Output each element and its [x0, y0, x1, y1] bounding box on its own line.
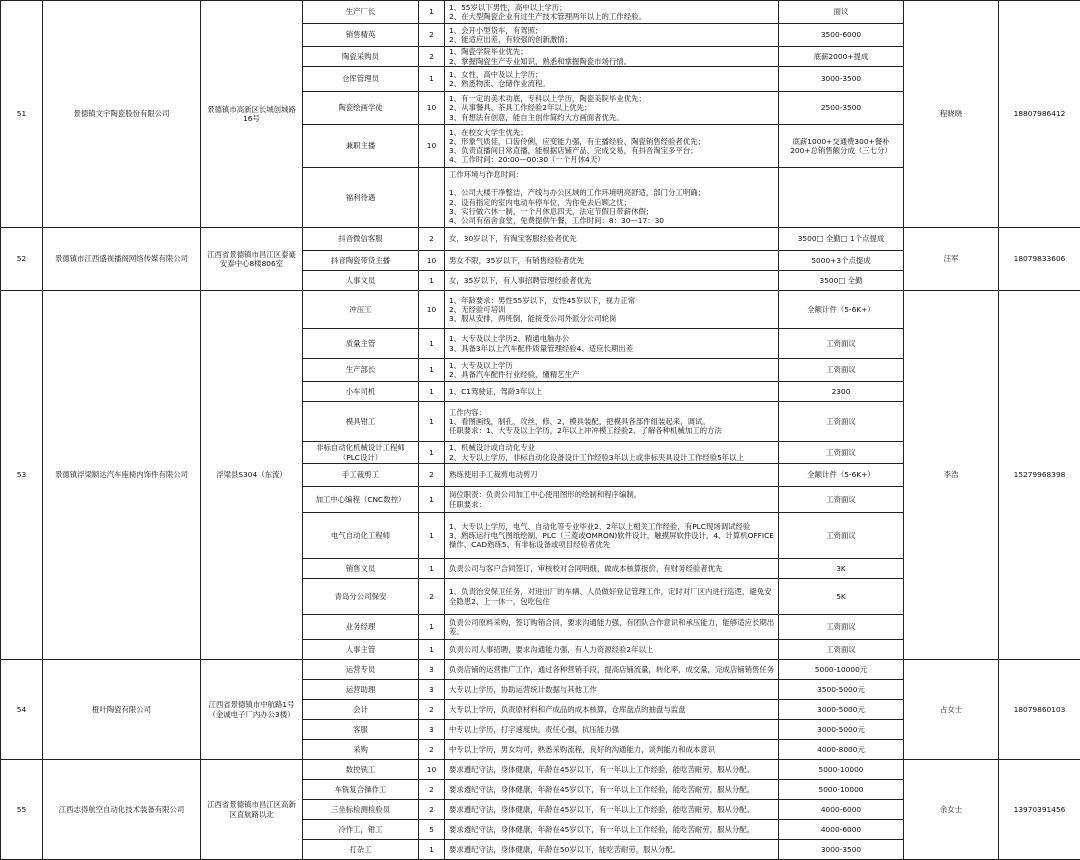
job-pay-cell: 3500-6000 — [778, 23, 904, 47]
job-title-cell: 车铣复合操作工 — [302, 779, 419, 800]
job-count-cell: 2 — [418, 46, 445, 67]
job-pay-cell: 5000-10000 — [778, 759, 904, 780]
job-title-cell: 手工裁剪工 — [302, 463, 419, 487]
job-count-cell: 1 — [418, 441, 445, 464]
job-requirements-cell: 1、年龄要求：男性55岁以下，女性45岁以下，视力正常 2、无经验可培训 3、服从安排，两班倒，能接受公司外派分公司轮岗 — [444, 290, 779, 329]
job-count-cell: 1 — [418, 401, 445, 442]
job-title-cell: 陶瓷绘画学徒 — [302, 91, 419, 125]
job-requirements-cell: 中专以上学历，打字速度快，责任心强，抗压能力强 — [444, 719, 779, 740]
job-count-cell: 1 — [418, 486, 445, 513]
job-pay-cell: 底薪1000+交通费300+餐补200+总销售额分成（三七分） — [778, 124, 904, 168]
job-requirements-cell: 1、有一定的美术功底，专科以上学历，陶瓷美院毕业优先； 2、从事餐具、茶具工作经验2年以上优先； 3、有想法有创意，能自主创作简约大方画面者优先。 — [444, 91, 779, 125]
job-title-cell: 仓库管理员 — [302, 66, 419, 92]
company-name-cell: 景德镇浮梁顺达汽车座椅内饰件有限公司 — [42, 290, 201, 660]
company-address-cell: 江西省景德镇市昌江区高新区直航路以北 — [200, 759, 303, 860]
job-title-cell: 运营专员 — [302, 659, 419, 680]
contact-person-cell: 占女士 — [903, 659, 999, 760]
job-count-cell: 1 — [418, 512, 445, 559]
company-address-cell: 江西省景德镇市中航路1号（金诚电子厂内办公3楼） — [200, 659, 303, 760]
job-requirements-cell: 工作环境与作息时间： 1、公司大楼干净整洁，产线与办公区域的工作环境明亮舒适，部门分工明确； 2、设有指定的室内电动车停车位，为你免去后顾之忧； 3、实行做六休一制，一个月休息四天，法定节假日带薪休假； 4、公司有宿舍食堂，免费提供午餐，工作时间：8：30—17：30 — [444, 167, 779, 228]
job-title-cell: 打杂工 — [302, 839, 419, 860]
job-requirements-cell: 男女不限，35岁以下，有销售经验者优先 — [444, 250, 779, 271]
company-no-cell: 53 — [0, 290, 43, 660]
job-count-cell: 2 — [418, 779, 445, 800]
contact-phone-cell: 18079833606 — [998, 227, 1080, 291]
company-address-cell: 景德镇市高新区长城创城路16号 — [200, 0, 303, 228]
job-requirements-cell: 负责店铺的运营推广工作，通过各种营销手段，提高店铺流量，转化率，成交量，完成店铺销售任务 — [444, 659, 779, 680]
job-count-cell: 10 — [418, 759, 445, 780]
job-requirements-cell: 要求遵纪守法，身体健康，年龄在45岁以下，有一年以上工作经验，能吃苦耐劳，服从分配。 — [444, 799, 779, 820]
job-requirements-cell: 1、大专及以上学历 2、具备汽车配件行业经验，懂精艺生产 — [444, 358, 779, 382]
job-requirements-cell: 中专以上学历，男女均可，熟悉采购流程，良好的沟通能力，谈判能力和成本意识 — [444, 739, 779, 760]
job-requirements-cell: 1、负责治安保卫任务，对进出厂的车辆、人员做好登记管理工作，定时对厂区内进行巡逻，避免安全隐患2、上一休一，包吃包住 — [444, 578, 779, 615]
company-no-cell: 51 — [0, 0, 43, 228]
job-requirements-cell: 1、大专及以上学历2、精通电脑办公 3、具备3年以上汽车配件质量管理经验4、适应长期出差 — [444, 328, 779, 359]
job-title-cell: 运营助理 — [302, 679, 419, 700]
job-pay-cell: 工资面议 — [778, 328, 904, 359]
job-title-cell: 质量主管 — [302, 328, 419, 359]
job-pay-cell: 2300 — [778, 381, 904, 402]
job-count-cell: 3 — [418, 679, 445, 700]
company-name-cell: 橙叶陶瓷有限公司 — [42, 659, 201, 760]
job-requirements-cell: 负责公司与客户合同签订，审核校对合同明细，做成本核算报价，有财务经验者优先 — [444, 558, 779, 579]
job-pay-cell: 工资面议 — [778, 486, 904, 513]
company-no-cell: 55 — [0, 759, 43, 860]
job-pay-cell: 工资面议 — [778, 512, 904, 559]
job-count-cell: 2 — [418, 227, 445, 251]
job-requirements-cell: 1、女性，高中及以上学历； 2、熟悉物流、仓储作业流程。 — [444, 66, 779, 92]
job-title-cell: 电气自动化工程师 — [302, 512, 419, 559]
job-pay-cell: 4000-8000元 — [778, 739, 904, 760]
company-name-cell: 江西志得航空自动化技术装备有限公司 — [42, 759, 201, 860]
job-title-cell: 销售文员 — [302, 558, 419, 579]
contact-person-cell: 汪军 — [903, 227, 999, 291]
job-pay-cell: 4000-6000 — [778, 799, 904, 820]
job-count-cell: 3 — [418, 719, 445, 740]
job-count-cell: 2 — [418, 463, 445, 487]
job-count-cell: 2 — [418, 799, 445, 820]
job-title-cell: 青岛分公司保安 — [302, 578, 419, 615]
job-count-cell: 1 — [418, 0, 445, 24]
job-requirements-cell: 负责公司原料采购，签订购销合同，要求沟通能力强，有团队合作意识和承压能力，能够适应长期出差。 — [444, 614, 779, 640]
job-count-cell: 3 — [418, 659, 445, 680]
job-title-cell: 生产部长 — [302, 358, 419, 382]
contact-phone-cell: 18079860103 — [998, 659, 1080, 760]
job-pay-cell: 底薪2000+提成 — [778, 46, 904, 67]
job-requirements-cell: 1、会开小型货车，有驾照； 2、能适应出差，有较强的创新激情； — [444, 23, 779, 47]
job-title-cell: 三坐标检测检验员 — [302, 799, 419, 820]
company-name-cell: 景德镇市江西盛视播阁网络传媒有限公司 — [42, 227, 201, 291]
job-requirements-cell: 要求遵纪守法，身体健康，年龄在45岁以下，有一年以上工作经验，能吃苦耐劳，服从分配。 — [444, 779, 779, 800]
contact-person-cell: 李浩 — [903, 290, 999, 660]
job-title-cell: 加工中心编程（CNC数控） — [302, 486, 419, 513]
job-pay-cell: 5000-10000 — [778, 779, 904, 800]
job-title-cell: 兼职主播 — [302, 124, 419, 168]
job-count-cell: 2 — [418, 699, 445, 720]
job-count-cell: 10 — [418, 91, 445, 125]
job-requirements-cell: 熟练使用手工裁剪电动剪刀 — [444, 463, 779, 487]
job-pay-cell: 工资面议 — [778, 401, 904, 442]
job-count-cell: 10 — [418, 250, 445, 271]
contact-phone-cell: 15279968398 — [998, 290, 1080, 660]
job-pay-cell: 5K — [778, 578, 904, 615]
job-count-cell: 10 — [418, 290, 445, 329]
job-requirements-cell: 女，35岁以下，有人事招聘管理经验者优先 — [444, 270, 779, 291]
job-pay-cell: 5000-10000元 — [778, 659, 904, 680]
company-no-cell: 52 — [0, 227, 43, 291]
job-pay-cell: 3000-5000元 — [778, 719, 904, 740]
job-title-cell: 冲压工 — [302, 290, 419, 329]
job-requirements-cell: 岗位职责：负责公司加工中心使用图形的绘制和程序编制。 任职要求： — [444, 486, 779, 513]
job-count-cell: 1 — [418, 558, 445, 579]
job-count-cell: 1 — [418, 270, 445, 291]
job-count-cell — [418, 167, 445, 228]
contact-phone-cell: 18807986412 — [998, 0, 1080, 228]
job-title-cell: 陶瓷采购员 — [302, 46, 419, 67]
job-requirements-cell: 1、机械设计或自动化专业 2、大专以上学历，非标自动化设备设计工作经验3年以上或非标夹具设计工作经验5年以上 — [444, 441, 779, 464]
job-count-cell: 2 — [418, 739, 445, 760]
job-requirements-cell: 大专以上学历，协助运营统计数据与其他工作 — [444, 679, 779, 700]
job-count-cell: 1 — [418, 639, 445, 660]
job-requirements-cell: 1、陶瓷学院毕业优先； 2、掌握陶瓷生产专业知识，熟悉和掌握陶瓷市场行情。 — [444, 46, 779, 67]
job-pay-cell: 3500□ 全勤 — [778, 270, 904, 291]
job-pay-cell: 4000-6000 — [778, 819, 904, 840]
job-title-cell: 会计 — [302, 699, 419, 720]
job-count-cell: 1 — [418, 839, 445, 860]
job-pay-cell: 5000+3个点提成 — [778, 250, 904, 271]
job-pay-cell: 2500-3500 — [778, 91, 904, 125]
job-title-cell: 数控铣工 — [302, 759, 419, 780]
job-requirements-cell: 大专以上学历，负责原材料和产成品的成本核算，仓库盘点的抽盘与监盘 — [444, 699, 779, 720]
job-title-cell: 抖音微信客服 — [302, 227, 419, 251]
job-title-cell: 福利待遇 — [302, 167, 419, 228]
job-requirements-cell: 要求遵纪守法，身体健康，年龄在45岁以下，有一年以上工作经验，能吃苦耐劳，服从分配。 — [444, 819, 779, 840]
job-requirements-cell: 女，30岁以下，有淘宝客服经验者优先 — [444, 227, 779, 251]
job-requirements-cell: 1、大专以上学历，电气、自动化等专业毕业2、2年以上相关工作经验，有PLC现场调试经验 3、熟练运行电气图纸绘制，PLC（三菱或OMRON)软件设计，触摸屏软件设计，4、计算机OFFICE操作、CAD熟练5、有非标设备或项目经验者优先 — [444, 512, 779, 559]
job-pay-cell: 3K — [778, 558, 904, 579]
job-count-cell: 1 — [418, 328, 445, 359]
job-title-cell: 模具钳工 — [302, 401, 419, 442]
job-pay-cell: 全额计件（5-6K+） — [778, 290, 904, 329]
job-pay-cell: 3000-3500 — [778, 839, 904, 860]
job-pay-cell: 工资面议 — [778, 358, 904, 382]
contact-person-cell: 程晓晓 — [903, 0, 999, 228]
job-count-cell: 1 — [418, 358, 445, 382]
job-pay-cell: 3500-5000元 — [778, 679, 904, 700]
job-pay-cell: 3000-5000元 — [778, 699, 904, 720]
job-title-cell: 人事文员 — [302, 270, 419, 291]
company-name-cell: 景德镇文宇陶瓷股份有限公司 — [42, 0, 201, 228]
job-pay-cell — [778, 167, 904, 228]
job-pay-cell: 工资面议 — [778, 639, 904, 660]
job-requirements-cell: 1、C1驾驶证，驾龄3年以上 — [444, 381, 779, 402]
job-title-cell: 采购 — [302, 739, 419, 760]
job-title-cell: 非标自动化机械设计工程师（PLC设计） — [302, 441, 419, 464]
job-count-cell: 5 — [418, 819, 445, 840]
job-count-cell: 1 — [418, 66, 445, 92]
job-title-cell: 冷作工，钳工 — [302, 819, 419, 840]
company-address-cell: 江西省景德镇市昌江区泰豪安泰中心8楼806室 — [200, 227, 303, 291]
contact-phone-cell: 13970391456 — [998, 759, 1080, 860]
job-requirements-cell: 要求遵纪守法，身体健康，年龄在50岁以下，能吃苦耐劳，服从分配。 — [444, 839, 779, 860]
job-count-cell: 2 — [418, 578, 445, 615]
job-title-cell: 客服 — [302, 719, 419, 740]
job-pay-cell: 工资面议 — [778, 614, 904, 640]
job-requirements-cell: 要求遵纪守法，身体健康，年龄在45岁以下，有一年以上工作经验，能吃苦耐劳，服从分配。 — [444, 759, 779, 780]
job-title-cell: 销售精英 — [302, 23, 419, 47]
job-pay-cell: 3000-3500 — [778, 66, 904, 92]
company-address-cell: 浮梁县S304（东流） — [200, 290, 303, 660]
job-requirements-cell: 工作内容： 1、看图画线，制孔，攻丝，修，2、模具装配，把模具各部件组装起来，调试。 任职要求：1、大专及以上学历，2年以上冲冲模工经验2、了解各种机械加工的方法 — [444, 401, 779, 442]
job-pay-cell: 3500□ 全勤□ 1个点提成 — [778, 227, 904, 251]
company-no-cell: 54 — [0, 659, 43, 760]
job-title-cell: 抖音陶瓷带货主播 — [302, 250, 419, 271]
job-pay-cell: 工资面议 — [778, 441, 904, 464]
job-requirements-cell: 1、55岁以下男性，高中以上学历； 2、在大型陶瓷企业有过生产技术管理两年以上的工作经验。 — [444, 0, 779, 24]
job-title-cell: 小车司机 — [302, 381, 419, 402]
job-count-cell: 10 — [418, 124, 445, 168]
job-title-cell: 人事主管 — [302, 639, 419, 660]
job-count-cell: 1 — [418, 381, 445, 402]
job-pay-cell: 全额计件（5-6K+） — [778, 463, 904, 487]
job-requirements-cell: 负责公司人事招聘，要求沟通能力强，有人力资源经验2年以上 — [444, 639, 779, 660]
job-requirements-cell: 1、在校女大学生优先； 2、形象气质佳，口齿伶俐，应变能力强，有主播经验、陶瓷销售经验者优先； 3、负责直播间日常直播，能根据店铺产品，完成交易，有抖音淘宝多平台； 4、工作时间：20:00—00:30（一个月休4天） — [444, 124, 779, 168]
job-title-cell: 业务经理 — [302, 614, 419, 640]
job-pay-cell: 面议 — [778, 0, 904, 24]
job-count-cell: 2 — [418, 23, 445, 47]
contact-person-cell: 余女士 — [903, 759, 999, 860]
job-title-cell: 生产厂长 — [302, 0, 419, 24]
job-count-cell: 1 — [418, 614, 445, 640]
